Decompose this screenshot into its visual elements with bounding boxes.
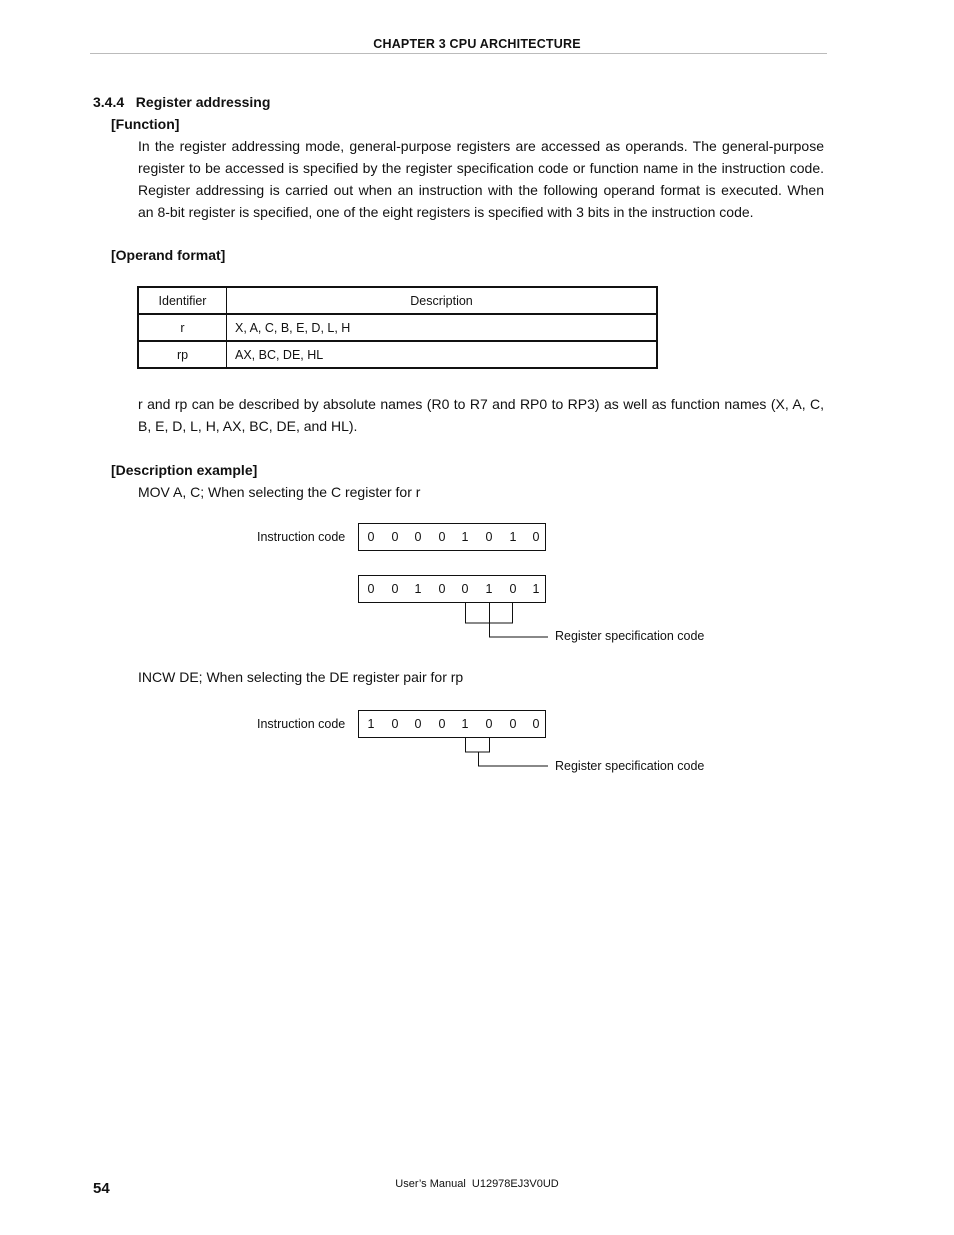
note-line: r and rp can be described by absolute names (R0 to R7 and RP0 to RP3) as well as function names (X, A, C, — [138, 396, 824, 412]
bit-cell: 0 — [414, 717, 422, 731]
example1-bracket — [466, 603, 549, 637]
function-line: an 8-bit register is specified, one of the eight registers is specified with 3 bits in the instruction code. — [138, 204, 754, 220]
register-specification-code-label: Register specification code — [555, 629, 705, 643]
example2-caption: INCW DE; When selecting the DE register pair for rp — [138, 669, 464, 685]
example1-caption: MOV A, C; When selecting the C register for r — [138, 484, 421, 500]
function-line: register to be accessed is specified by the register specification code or function name in the instruction code. — [138, 160, 824, 176]
bit-cell: 0 — [438, 530, 446, 544]
register-specification-code-label: Register specification code — [555, 759, 705, 773]
instruction-code-label: Instruction code — [257, 717, 346, 731]
bit-cell: 0 — [391, 582, 399, 596]
bit-cell: 0 — [391, 717, 399, 731]
bit-cell: 1 — [461, 530, 469, 544]
bit-cell: 1 — [509, 530, 517, 544]
bit-cell: 0 — [509, 582, 517, 596]
instruction-code-box — [358, 710, 546, 738]
bit-cell: 1 — [414, 582, 422, 596]
bit-cell: 0 — [367, 582, 375, 596]
bit-cell: 1 — [532, 582, 540, 596]
column-header-identifier: Identifier — [138, 287, 227, 314]
bit-cell: 0 — [461, 582, 469, 596]
column-header-description: Description — [227, 287, 658, 314]
note-line: B, E, D, L, H, AX, BC, DE, and HL). — [138, 418, 358, 434]
bit-cell: 0 — [367, 530, 375, 544]
bit-cell: 0 — [532, 530, 540, 544]
page-number: 54 — [93, 1180, 110, 1197]
section-title: 3.4.4 Register addressing — [93, 94, 271, 110]
identifier-cell: rp — [138, 341, 227, 368]
description-cell: AX, BC, DE, HL — [227, 341, 658, 368]
bit-cell: 1 — [367, 717, 375, 731]
instruction-code-label: Instruction code — [257, 530, 346, 544]
bit-cell: 0 — [485, 717, 493, 731]
function-heading: [Function] — [111, 116, 180, 132]
function-line: Register addressing is carried out when an instruction with the following operand format is executed. When — [138, 182, 824, 198]
bit-cell: 0 — [532, 717, 540, 731]
operand-format-heading: [Operand format] — [111, 247, 226, 263]
bit-cell: 1 — [461, 717, 469, 731]
identifier-cell: r — [138, 314, 227, 341]
bit-cell: 1 — [485, 582, 493, 596]
manual-footer: User’s Manual U12978EJ3V0UD — [395, 1178, 559, 1190]
description-cell: X, A, C, B, E, D, L, H — [227, 314, 658, 341]
example2-bracket — [466, 738, 549, 766]
chapter-header: CHAPTER 3 CPU ARCHITECTURE — [373, 37, 581, 51]
bit-cell: 0 — [438, 582, 446, 596]
bit-cell: 0 — [438, 717, 446, 731]
bit-cell: 0 — [414, 530, 422, 544]
function-line: In the register addressing mode, general-purpose registers are accessed as operands. The general-purpose — [138, 138, 824, 154]
bit-cell: 0 — [391, 530, 399, 544]
bit-cell: 0 — [485, 530, 493, 544]
description-example-heading: [Description example] — [111, 462, 258, 478]
bit-cell: 0 — [509, 717, 517, 731]
